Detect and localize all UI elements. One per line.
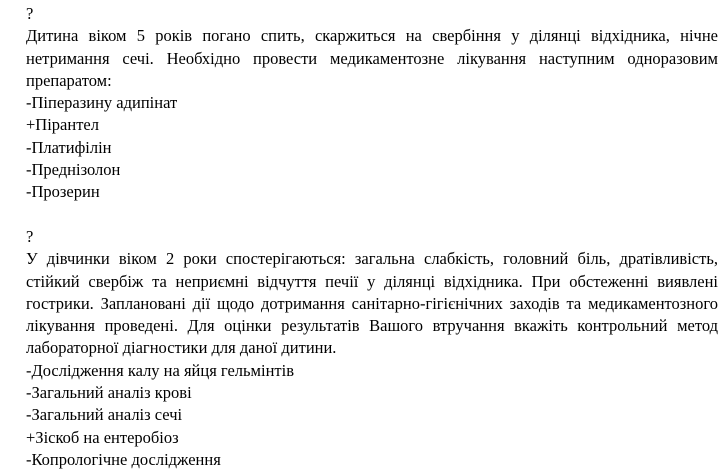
question-block-2 [26, 226, 718, 471]
answer-option: -Прозерин [26, 182, 100, 202]
document-page [26, 3, 718, 471]
answer-option: -Копрологічне дослідження [26, 449, 221, 469]
question-text: Дитина віком 5 років погано спить, скаржиться на свербіння у ділянці відхідника, нічне нетримання сечі. Необхідно провести медикаментозне лікування наступним одноразовим препаратом: [26, 26, 718, 90]
answer-option: -Загальний аналіз сечі [26, 405, 183, 425]
question-block-1 [26, 3, 718, 204]
answer-option: -Платифілін [26, 137, 112, 157]
question-marker: ? [26, 4, 34, 23]
answer-option: -Дослідження калу на яйця гельмінтів [26, 360, 294, 380]
answer-option-correct: +Зіскоб на ентеробіоз [26, 427, 179, 447]
answer-option-correct: +Пірантел [26, 115, 99, 135]
question-text: У дівчинки віком 2 роки спостерігаються: загальна слабкість, головний біль, дратівливість, стійкий свербіж та неприємні відчуття печії у ділянці відхідника. При обстеженні виявлені гострики. Заплановані дії щодо дотримання санітарно-гігієнічних заходів та медикаментозного лікування проведені. Для оцінки результатів Вашого втручання вкажіть контрольний метод лабораторної діагностики для даної дитини. [26, 249, 718, 358]
answer-option: -Піперазину адипінат [26, 93, 178, 113]
answer-option: -Преднізолон [26, 160, 121, 180]
answer-option: -Загальний аналіз крові [26, 383, 192, 403]
blank-line [26, 204, 718, 226]
question-marker: ? [26, 226, 34, 246]
